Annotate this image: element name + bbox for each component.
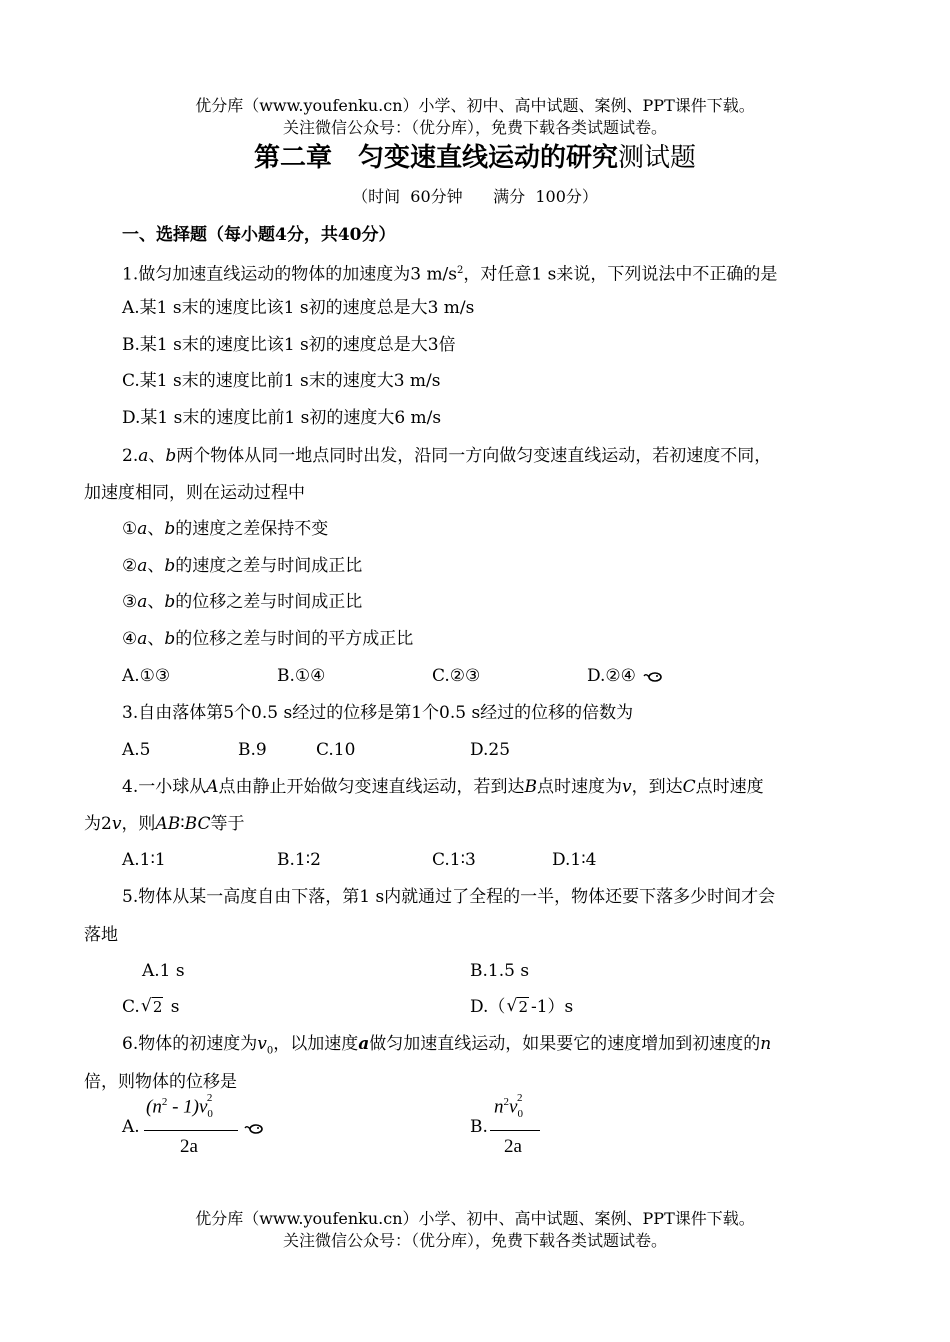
question-6-stem: 6.物体的初速度为$v_0$，以加速度a做匀加速直线运动，如果要它的速度增加到初速度的n xyxy=(122,1034,772,1057)
question-5-option-d: D.（√ 2 -1）s xyxy=(470,996,573,1018)
footer-line-2: 关注微信公众号：（优分库），免费下载各类试题试卷。 xyxy=(282,1231,667,1250)
question-4-option-d: D.1∶4 xyxy=(552,850,597,870)
question-5-stem-line-2: 落地 xyxy=(84,925,118,945)
question-4-option-a: A.1∶1 xyxy=(122,850,166,870)
question-1-option-c: C.某1 s末的速度比前1 s末的速度大3 m/s xyxy=(122,371,441,391)
header-line-1: 优分库（www.youfenku.cn）小学、初中、高中试题、案例、PPT课件下载。 xyxy=(195,96,755,115)
title-main: 第二章 匀变速直线运动的研究 xyxy=(253,143,618,173)
question-6-option-a-fraction xyxy=(144,1092,244,1162)
question-6-option-b-label: B. xyxy=(470,1117,488,1137)
question-5-option-a: A.1 s xyxy=(142,961,185,981)
question-2-stem-line-2: 加速度相同，则在运动过程中 xyxy=(84,483,305,503)
mouse-icon xyxy=(638,667,663,685)
question-6-option-b-fraction xyxy=(490,1092,550,1162)
question-2-option-b: B.①④ xyxy=(277,666,326,686)
question-2-option-d: D.②④ xyxy=(587,665,663,687)
question-2-statement-2: ②a、b的速度之差与时间成正比 xyxy=(122,556,363,576)
question-2-option-a: A.①③ xyxy=(122,666,171,686)
question-4-option-b: B.1∶2 xyxy=(277,850,321,870)
question-3-option-d: D.25 xyxy=(470,740,511,760)
question-3-stem: 3.自由落体第5个0.5 s经过的位移是第1个0.5 s经过的位移的倍数为 xyxy=(122,703,634,723)
mouse-icon xyxy=(244,1120,264,1139)
question-4-stem-line-2: 为2v，则AB∶BC等于 xyxy=(84,814,245,834)
question-2-stem: 2.a、b两个物体从同一地点同时出发，沿同一方向做匀变速直线运动，若初速度不同， xyxy=(122,446,772,466)
question-2-statement-4: ④a、b的位移之差与时间的平方成正比 xyxy=(122,629,414,649)
question-2-statement-3: ③a、b的位移之差与时间成正比 xyxy=(122,592,363,612)
question-5-option-b: B.1.5 s xyxy=(470,961,530,981)
title-suffix: 测试题 xyxy=(618,143,697,173)
question-6-option-a-label: A. xyxy=(122,1117,140,1137)
question-6-stem-line-2: 倍，则物体的位移是 xyxy=(84,1072,237,1092)
question-1-option-d: D.某1 s末的速度比前1 s初的速度大6 m/s xyxy=(122,408,442,428)
fraction-bar xyxy=(490,1130,540,1131)
footer-line-1: 优分库（www.youfenku.cn）小学、初中、高中试题、案例、PPT课件下载。 xyxy=(195,1209,755,1228)
question-4-option-c: C.1∶3 xyxy=(432,850,476,870)
question-5-stem: 5.物体从某一高度自由下落，第1 s内就通过了全程的一半，物体还要下落多少时间才会 xyxy=(122,887,776,907)
fraction-denominator: 2a xyxy=(504,1136,522,1157)
question-3-option-c: C.10 xyxy=(316,740,356,760)
fraction-numerator: $n^2v_0^2$ xyxy=(494,1092,523,1121)
question-5-option-c: C.√ 2 s xyxy=(122,996,180,1018)
section-heading: 一、选择题（每小题4分，共40分） xyxy=(122,225,396,245)
question-1-stem: 1.做匀加速直线运动的物体的加速度为3 $m/s^2$，对任意1 s来说，下列说法中不正确的是 xyxy=(122,264,778,285)
fraction-denominator: 2a xyxy=(180,1136,198,1157)
question-1-option-a: A.某1 s末的速度比该1 s初的速度总是大3 m/s xyxy=(122,298,475,318)
question-1-option-b: B.某1 s末的速度比该1 s初的速度总是大3倍 xyxy=(122,335,456,355)
question-3-option-b: B.9 xyxy=(238,740,267,760)
subtitle: （时间 60分钟 满分 100分） xyxy=(352,187,598,206)
fraction-numerator: $(n^2 - 1)v_0^2$ xyxy=(146,1092,213,1121)
header-line-2: 关注微信公众号：（优分库），免费下载各类试题试卷。 xyxy=(282,118,667,137)
page-title xyxy=(0,142,950,174)
fraction-bar xyxy=(144,1130,238,1131)
question-2-statement-1: ①a、b的速度之差保持不变 xyxy=(122,519,329,539)
question-2-option-c: C.②③ xyxy=(432,666,481,686)
sqrt-symbol: √ 2 xyxy=(142,996,164,1018)
question-4-stem: 4.一小球从A点由静止开始做匀变速直线运动，若到达B点时速度为v，到达C点时速度 xyxy=(122,777,764,797)
sqrt-symbol: √ 2 xyxy=(507,996,529,1018)
question-3-option-a: A.5 xyxy=(122,740,151,760)
